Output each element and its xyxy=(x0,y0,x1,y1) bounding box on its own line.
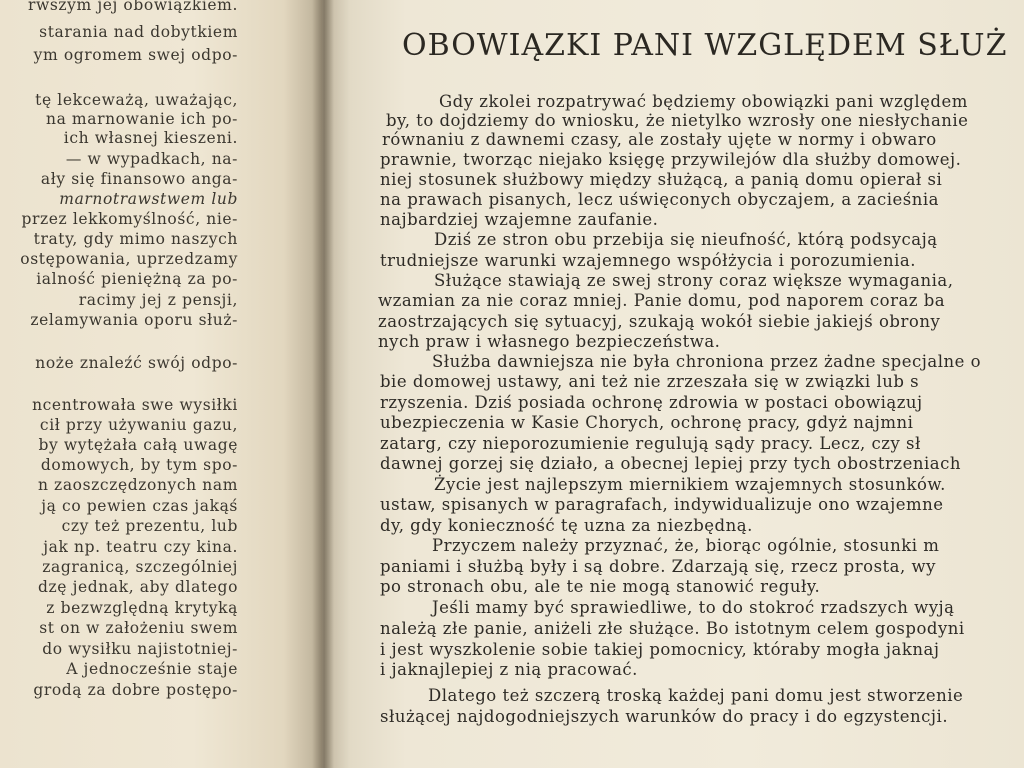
left-page-line: zelamywania oporu służ- xyxy=(30,311,238,329)
left-page-line: starania nad dobytkiem xyxy=(39,23,238,41)
left-page-line: rwszym jej obowiązkiem. xyxy=(27,0,238,14)
right-page-line: Dziś ze stron obu przebija się nieufność, którą podsycają xyxy=(434,230,938,249)
left-page-line: ostępowania, uprzedzamy xyxy=(20,250,238,268)
right-page-line: Dlatego też szczerą troską każdej pani domu jest stworzenie xyxy=(428,686,964,705)
left-page-line: by wytężała całą uwagę xyxy=(38,436,238,454)
right-page-line: należą złe panie, aniżeli złe służące. Bo istotnym celem gospodyni xyxy=(380,619,965,638)
left-page-line: st on w założeniu swem xyxy=(39,619,238,637)
right-page-line: niej stosunek służbowy między służącą, a panią domu opierał si xyxy=(380,170,943,189)
right-page xyxy=(322,0,1024,768)
left-page-line: zagranicą, szczególniej xyxy=(42,558,238,576)
right-page-line: paniami i służbą były i są dobre. Zdarzają się, rzecz prosta, wy xyxy=(380,557,936,576)
right-page-line: Gdy zkolei rozpatrywać będziemy obowiązki pani względem xyxy=(439,92,968,111)
book-gutter xyxy=(312,0,334,768)
right-page-line: rzyszenia. Dziś posiada ochronę zdrowia w postaci obowiązuj xyxy=(380,393,923,412)
right-page-line: i jest wyszkolenie sobie takiej pomocnicy, któraby mogła jaknaj xyxy=(380,640,940,659)
left-page-line: n zaoszczędzonych nam xyxy=(37,476,238,494)
left-page-line: tę lekceważą, uważając, xyxy=(35,91,238,109)
right-page-line: trudniejsze warunki wzajemnego współżycia i porozumienia. xyxy=(380,251,916,270)
left-page-line: grodą za dobre postępo- xyxy=(33,681,238,699)
left-page-line: ją co pewien czas jakąś xyxy=(41,497,238,515)
left-page-line: ich własnej kieszeni. xyxy=(63,129,238,147)
right-page-line: ubezpieczenia w Kasie Chorych, ochronę pracy, gdyż najmni xyxy=(380,413,914,432)
left-page-line: racimy jej z pensji, xyxy=(78,291,238,309)
right-page-line: wzamian za nie coraz mniej. Panie domu, pod naporem coraz ba xyxy=(378,291,946,310)
left-page xyxy=(0,0,322,768)
right-page-line: dawnej gorzej się działo, a obecnej lepiej przy tych obostrzeniach xyxy=(380,454,961,473)
left-page-line: do wysiłku najistotniej- xyxy=(42,640,238,658)
left-page-line: noże znaleźć swój odpo- xyxy=(35,354,238,372)
left-page-line: jak np. teatru czy kina. xyxy=(43,538,238,556)
left-page-line: ncentrowała swe wysiłki xyxy=(32,396,238,414)
right-page-line: Przyczem należy przyznać, że, biorąc ogólnie, stosunki m xyxy=(432,536,940,555)
right-page-line: na prawach pisanych, lecz uświęconych obyczajem, a zacieśnia xyxy=(380,190,939,209)
right-page-line: równaniu z dawnemi czasy, ale zostały ujęte w normy i obwaro xyxy=(382,130,937,149)
right-page-line: Życie jest najlepszym miernikiem wzajemnych stosunków. xyxy=(434,475,946,494)
left-page-line: marnotrawstwem lub xyxy=(59,190,238,208)
left-page-line: ym ogromem swej odpo- xyxy=(33,46,238,64)
right-page-line: najbardziej wzajemne zaufanie. xyxy=(380,210,659,229)
chapter-title: OBOWIĄZKI PANI WZGLĘDEM SŁUŻ xyxy=(402,28,1008,63)
left-page-line: domowych, by tym spo- xyxy=(40,456,238,474)
right-page-line: służącej najdogodniejszych warunków do pracy i do egzystencji. xyxy=(380,707,949,726)
left-page-line: z bezwzględną krytyką xyxy=(46,599,238,617)
left-page-line: ialność pieniężną za po- xyxy=(36,270,238,288)
right-page-line: bie domowej ustawy, ani też nie zrzeszała się w związki lub s xyxy=(380,372,920,391)
left-page-line: czy też prezentu, lub xyxy=(61,517,238,535)
left-page-line: ały się finansowo anga- xyxy=(40,170,238,188)
right-page-line: po stronach obu, ale te nie mogą stanowić reguły. xyxy=(380,577,821,596)
right-page-line: nych praw i własnego bezpieczeństwa. xyxy=(378,332,721,351)
right-page-line: zaostrzających się sytuacyj, szukają wokół siebie jakiejś obrony xyxy=(378,312,941,331)
right-page-line: prawnie, tworząc niejako księgę przywilejów dla służby domowej. xyxy=(380,150,962,169)
right-page-line: by, to dojdziemy do wniosku, że nietylko wzrosły one niesłychanie xyxy=(386,111,969,130)
left-page-line: traty, gdy mimo naszych xyxy=(33,230,238,248)
right-page-line: Jeśli mamy być sprawiedliwe, to do stokroć rzadszych wyją xyxy=(432,598,955,617)
left-page-line: — w wypadkach, na- xyxy=(65,150,238,168)
left-page-line: A jednocześnie staje xyxy=(66,660,238,678)
left-page-line: cił przy używaniu gazu, xyxy=(39,416,238,434)
right-page-line: Służące stawiają ze swej strony coraz większe wymagania, xyxy=(434,271,954,290)
left-page-line: na marnowanie ich po- xyxy=(45,110,238,128)
left-page-line: dzę jednak, aby dlatego xyxy=(38,578,238,596)
right-page-line: Służba dawniejsza nie była chroniona przez żadne specjalne o xyxy=(432,352,982,371)
right-page-line: ustaw, spisanych w paragrafach, indywidualizuje ono wzajemne xyxy=(380,495,944,514)
left-page-line: przez lekkomyślność, nie- xyxy=(21,210,238,228)
right-page-line: dy, gdy konieczność tę uzna za niezbędną. xyxy=(380,516,753,535)
right-page-line: zatarg, czy nieporozumienie regulują sądy pracy. Lecz, czy sł xyxy=(380,434,921,453)
right-page-line: i jaknajlepiej z nią pracować. xyxy=(380,660,638,679)
